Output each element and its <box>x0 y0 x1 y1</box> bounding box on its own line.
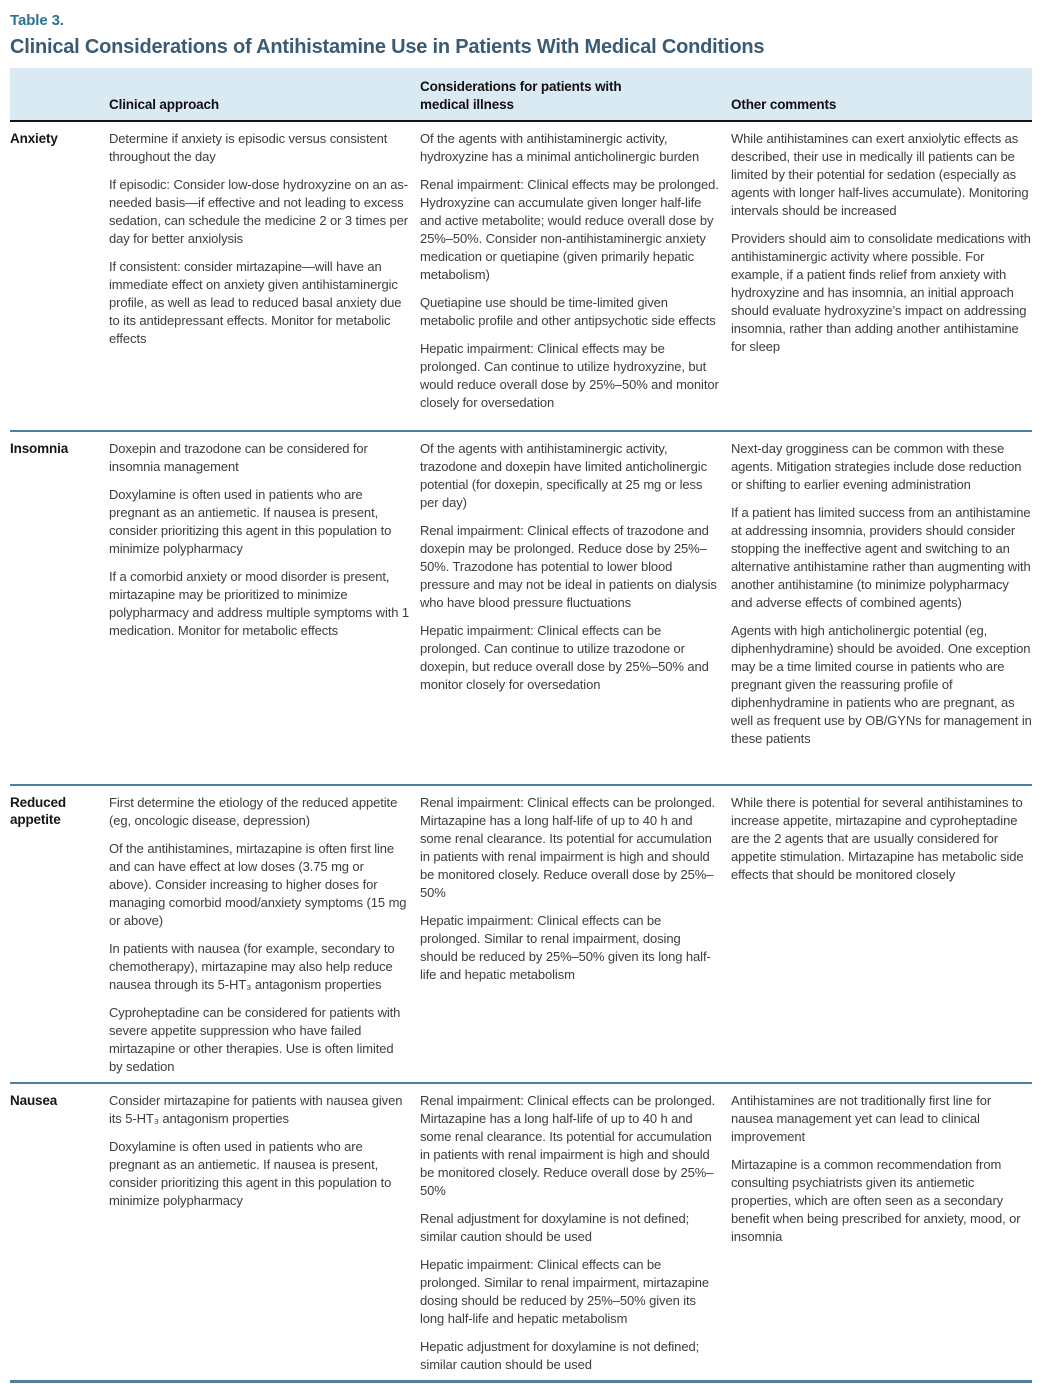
other-comments-cell <box>731 1092 1032 1374</box>
cell-paragraph: Renal impairment: Clinical effects of trazodone and doxepin may be prolonged. Reduce dose by 25%–50%. Trazodone has potential to lower blood pressure and may not be ideal in patients on dialysis who have blood pressure fluctuations <box>420 523 717 611</box>
cell-paragraph: Next-day grogginess can be common with these agents. Mitigation strategies include dose reduction or shifting to earlier evening administration <box>731 441 1022 493</box>
table-row <box>10 122 1032 430</box>
table-label: Table 3. <box>10 12 64 29</box>
cell-paragraph: While antihistamines can exert anxiolytic effects as described, their use in medically ill patients can be limited by their potential for sedation (especially as agents with longer half-lives accumulate). Monitoring intervals should be increased <box>731 131 1029 219</box>
cell-paragraph: Of the antihistamines, mirtazapine is often first line and can have effect at low doses (3.75 mg or above). Consider increasing to higher doses for managing comorbid mood/anxiety symptoms (15 mg or above) <box>109 841 407 929</box>
cell-paragraph: Doxylamine is often used in patients who are pregnant as an antiemetic. If nausea is present, consider prioritizing this agent in this population to minimize polypharmacy <box>109 1139 392 1209</box>
other-comments-cell <box>731 130 1032 424</box>
cell-paragraph: Cyproheptadine can be considered for patients with severe appetite suppression who have failed mirtazapine or other therapies. Use is often limited by sedation <box>109 1005 401 1075</box>
cell-paragraph: Renal adjustment for doxylamine is not defined; similar caution should be used <box>420 1211 690 1245</box>
other-comments-cell <box>731 440 1032 778</box>
table-row <box>10 430 1032 784</box>
table-body <box>10 122 1032 1383</box>
cell-paragraph: If a comorbid anxiety or mood disorder is present, mirtazapine may be prioritized to minimize polypharmacy and address multiple symptoms with 1 medication. Monitor for metabolic effects <box>109 569 410 639</box>
cell-paragraph: Providers should aim to consolidate medications with antihistaminergic activity where possible. For example, if a patient finds relief from anxiety with hydroxyzine and has insomnia, an initial approach should evaluate hydroxyzine’s impact on addressing insomnia, rather than adding another antihistamine for sleep <box>731 231 1031 355</box>
cell-paragraph: In patients with nausea (for example, secondary to chemotherapy), mirtazapine may also help reduce nausea through its 5-HT₃ antagonism properties <box>109 941 395 993</box>
cell-paragraph: Of the agents with antihistaminergic activity, trazodone and doxepin have limited anticholinergic potential (for doxepin, specifically at 25 mg or less per day) <box>420 441 707 511</box>
header-cell-considerations: Considerations for patients with medical illness <box>420 79 622 112</box>
cell-paragraph: Hepatic impairment: Clinical effects can be prolonged. Can continue to utilize trazodone or doxepin, but reduce overall dose by 25%–50% and monitor closely for oversedation <box>420 623 709 693</box>
considerations-cell <box>420 130 720 424</box>
cell-paragraph: Hepatic impairment: Clinical effects can be prolonged. Similar to renal impairment, mirtazapine dosing should be reduced by 25%–50% given its long half-life and hepatic metabolism <box>420 1257 709 1327</box>
condition-label: Reduced appetite <box>10 795 66 828</box>
table-header-row <box>10 68 1032 122</box>
cell-paragraph: Agents with high anticholinergic potential (eg, diphenhydramine) should be avoided. One exception may be a time limited course in patients who are pregnant given the reassuring profile of diphenhydramine in patients who are pregnant, as well as frequent use by OB/GYNs for management in these patients <box>731 623 1032 747</box>
cell-paragraph: Doxylamine is often used in patients who are pregnant as an antiemetic. If nausea is present, consider prioritizing this agent in this population to minimize polypharmacy <box>109 487 392 557</box>
cell-paragraph: Renal impairment: Clinical effects can be prolonged. Mirtazapine has a long half-life of up to 40 h and some renal clearance. Its potential for accumulation in patients with renal impairment is high and should be monitored closely. Reduce overall dose by 25%–50% <box>420 795 716 901</box>
condition-label: Anxiety <box>10 131 58 147</box>
header-cell-other-comments: Other comments <box>731 96 837 112</box>
cell-paragraph: Mirtazapine is a common recommendation from consulting psychiatrists given its antiemetic properties, which are often seen as a secondary benefit when being prescribed for anxiety, mood, or insomnia <box>731 1157 1021 1245</box>
considerations-cell <box>420 1092 720 1374</box>
clinical-approach-cell <box>109 1092 409 1374</box>
cell-paragraph: Quetiapine use should be time-limited given metabolic profile and other antipsychotic side effects <box>420 295 716 329</box>
table-title: Clinical Considerations of Antihistamine Use in Patients With Medical Conditions <box>10 36 765 58</box>
cell-paragraph: Consider mirtazapine for patients with nausea given its 5-HT₃ antagonism properties <box>109 1093 403 1127</box>
other-comments-cell <box>731 794 1032 1076</box>
considerations-cell <box>420 794 720 1076</box>
cell-paragraph: If a patient has limited success from an antihistamine at addressing insomnia, providers should consider stopping the ineffective agent and switching to an alternative antihistamine rather than augmenting with another antihistamine (to minimize polypharmacy and adverse effects of combined agents) <box>731 505 1031 611</box>
clinical-approach-cell <box>109 440 409 778</box>
cell-paragraph: If episodic: Consider low-dose hydroxyzine on an as-needed basis—if effective and not leading to excess sedation, can schedule the medicine 2 or 3 times per day for better anxiolysis <box>109 177 409 247</box>
cell-paragraph: Antihistamines are not traditionally first line for nausea management yet can lead to clinical improvement <box>731 1093 992 1145</box>
cell-paragraph: While there is potential for several antihistamines to increase appetite, mirtazapine and cyproheptadine are the 2 agents that are usually considered for appetite stimulation. Mirtazapine has metabolic side effects that should be monitored closely <box>731 795 1024 883</box>
cell-paragraph: Of the agents with antihistaminergic activity, hydroxyzine has a minimal anticholinergic burden <box>420 131 700 165</box>
header-cell-clinical-approach: Clinical approach <box>109 96 219 112</box>
cell-paragraph: Determine if anxiety is episodic versus consistent throughout the day <box>109 131 388 165</box>
clinical-approach-cell <box>109 130 409 424</box>
clinical-considerations-table <box>10 68 1032 1383</box>
cell-paragraph: Renal impairment: Clinical effects can be prolonged. Mirtazapine has a long half-life of up to 40 h and some renal clearance. Its potential for accumulation in patients with renal impairment is high and should be monitored closely. Reduce overall dose by 25%–50% <box>420 1093 716 1199</box>
cell-paragraph: Hepatic impairment: Clinical effects can be prolonged. Similar to renal impairment, dosing should be reduced by 25%–50% given its long half-life and hepatic metabolism <box>420 913 711 983</box>
table-row <box>10 1082 1032 1380</box>
considerations-cell <box>420 440 720 778</box>
clinical-approach-cell <box>109 794 409 1076</box>
cell-paragraph: If consistent: consider mirtazapine—will have an immediate effect on anxiety given antihistaminergic profile, as well as lead to reduced basal anxiety due to its antidepressant effects. Monitor for metabolic effects <box>109 259 402 347</box>
cell-paragraph: Hepatic impairment: Clinical effects may be prolonged. Can continue to utilize hydroxyzine, but would reduce overall dose by 25%–50% and monitor closely for oversedation <box>420 341 719 411</box>
condition-label: Nausea <box>10 1093 58 1109</box>
table-row <box>10 784 1032 1082</box>
cell-paragraph: Doxepin and trazodone can be considered for insomnia management <box>109 441 368 475</box>
cell-paragraph: First determine the etiology of the reduced appetite (eg, oncologic disease, depression) <box>109 795 398 829</box>
condition-label: Insomnia <box>10 441 69 457</box>
cell-paragraph: Hepatic adjustment for doxylamine is not defined; similar caution should be used <box>420 1339 700 1373</box>
cell-paragraph: Renal impairment: Clinical effects may be prolonged. Hydroxyzine can accumulate given longer half-life and active metabolite; would reduce overall dose by 25%–50%. Consider non-antihistaminergic anxiety medication or quetiapine (given primarily hepatic metabolism) <box>420 177 719 283</box>
